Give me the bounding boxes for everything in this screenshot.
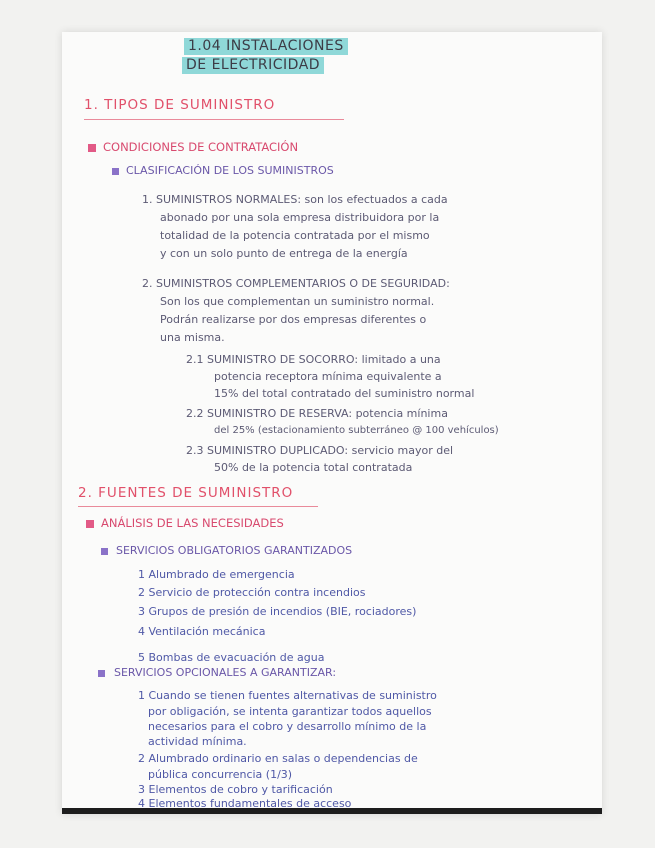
optional-item1-line3: necesarios para el cobro y desarrollo mínimo de la [148, 720, 427, 733]
mandatory-item-5: 5 Bombas de evacuación de agua [138, 651, 325, 664]
mandatory-item-4: 4 Ventilación mecánica [138, 625, 266, 638]
sub21-line3: 15% del total contratado del suministro normal [214, 387, 475, 400]
sub23-line2: 50% de la potencia total contratada [214, 461, 413, 474]
pink-square-bullet [86, 520, 94, 528]
item1-line1: 1. SUMINISTROS NORMALES: son los efectuados a cada [142, 193, 448, 206]
section-1-underline [84, 119, 344, 120]
optional-item1-line1: 1 Cuando se tienen fuentes alternativas de suministro [138, 689, 437, 702]
subheading-analisis: ANÁLISIS DE LAS NECESIDADES [101, 516, 284, 530]
mandatory-item-2: 2 Servicio de protección contra incendios [138, 586, 366, 599]
page-title-line1: 1.04 INSTALACIONES [184, 38, 348, 55]
purple-square-bullet [112, 168, 119, 175]
subheading-clasificacion: CLASIFICACIÓN DE LOS SUMINISTROS [126, 164, 334, 177]
page-title-line2: DE ELECTRICIDAD [182, 57, 324, 74]
optional-item2-line2: pública concurrencia (1/3) [148, 768, 293, 781]
mandatory-item-1: 1 Alumbrado de emergencia [138, 568, 295, 581]
sub21-line2: potencia receptora mínima equivalente a [214, 370, 442, 383]
purple-square-bullet [101, 548, 108, 555]
mandatory-item-3: 3 Grupos de presión de incendios (BIE, rociadores) [138, 605, 417, 618]
optional-item1-line4: actividad mínima. [148, 735, 247, 748]
subheading-obligatorios: SERVICIOS OBLIGATORIOS GARANTIZADOS [116, 544, 353, 557]
pink-square-bullet [88, 144, 96, 152]
subheading-opcionales: SERVICIOS OPCIONALES A GARANTIZAR: [114, 666, 337, 679]
optional-item-4: 4 Elementos fundamentales de acceso [138, 797, 352, 810]
item1-line3: totalidad de la potencia contratada por el mismo [160, 229, 430, 242]
sub22-line1: 2.2 SUMINISTRO DE RESERVA: potencia mínima [186, 407, 448, 420]
optional-item2-line1: 2 Alumbrado ordinario en salas o dependencias de [138, 752, 418, 765]
purple-square-bullet [98, 670, 105, 677]
optional-item-3: 3 Elementos de cobro y tarificación [138, 783, 333, 796]
section-1-heading: 1. TIPOS DE SUMINISTRO [84, 97, 276, 113]
sub22-line2: del 25% (estacionamiento subterráneo @ 100 vehículos) [214, 425, 499, 436]
item2-line3: Podrán realizarse por dos empresas diferentes o [160, 313, 427, 326]
item2-line1: 2. SUMINISTROS COMPLEMENTARIOS O DE SEGURIDAD: [142, 277, 450, 290]
section-2-underline [78, 506, 318, 507]
subheading-contratacion: CONDICIONES DE CONTRATACIÓN [103, 140, 299, 154]
item1-line4: y con un solo punto de entrega de la energía [160, 247, 408, 260]
item1-line2: abonado por una sola empresa distribuidora por la [160, 211, 440, 224]
item2-line4: una misma. [160, 331, 225, 344]
item2-line2: Son los que complementan un suministro normal. [160, 295, 435, 308]
sub23-line1: 2.3 SUMINISTRO DUPLICADO: servicio mayor del [186, 444, 454, 457]
optional-item1-line2: por obligación, se intenta garantizar todos aquellos [148, 705, 432, 718]
sub21-line1: 2.1 SUMINISTRO DE SOCORRO: limitado a una [186, 353, 441, 366]
section-2-heading: 2. FUENTES DE SUMINISTRO [78, 485, 294, 501]
